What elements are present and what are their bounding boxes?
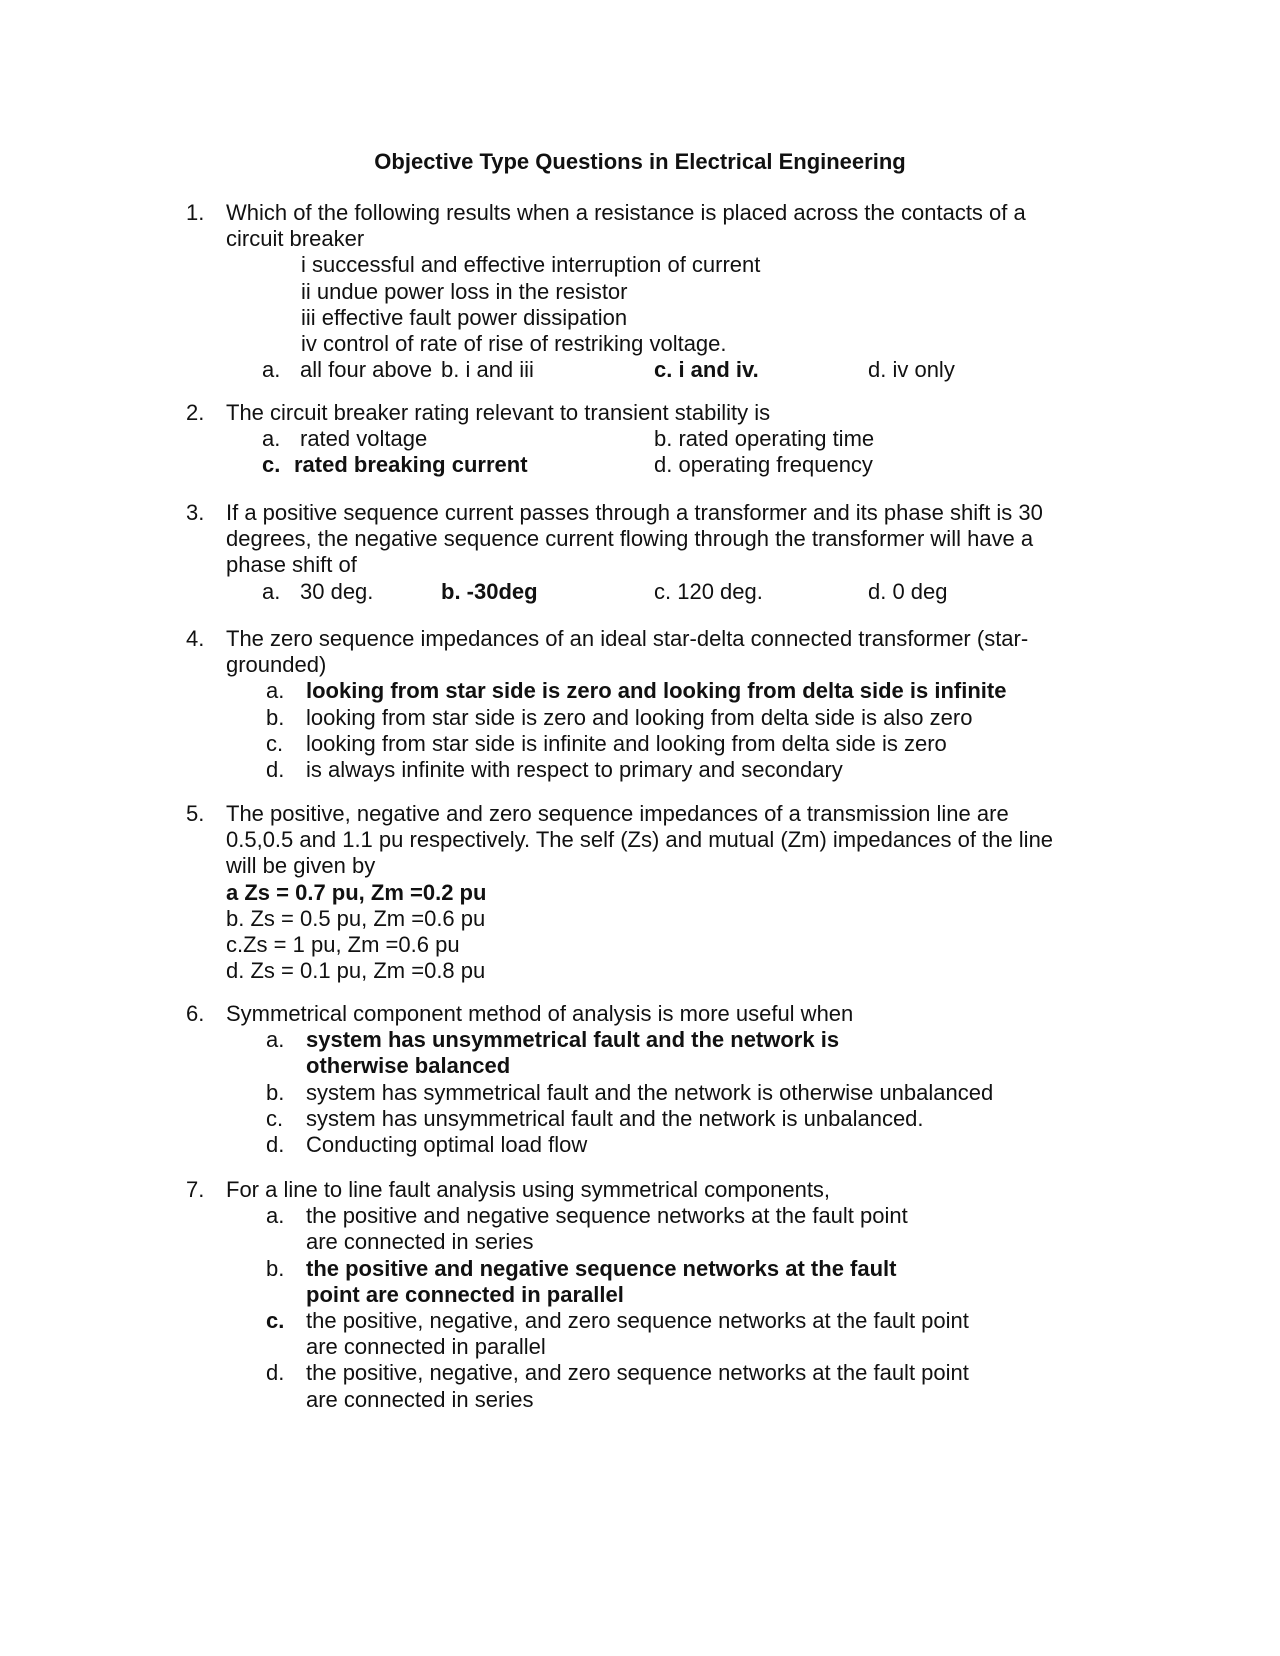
- option-d: d. 0 deg: [868, 578, 948, 604]
- option-letter: b.: [266, 1255, 285, 1281]
- option-text: the positive and negative sequence networks at the fault point are connected in series: [306, 1203, 908, 1255]
- option-b-answer: b. -30deg: [441, 578, 538, 604]
- option-a: [266, 1203, 1066, 1255]
- statement-item: i successful and effective interruption of current: [301, 252, 761, 278]
- option-b: b. Zs = 0.5 pu, Zm =0.6 pu: [226, 905, 486, 931]
- option-b: [266, 705, 1066, 731]
- question-5: [186, 801, 1066, 984]
- option-a: rated voltage: [300, 426, 428, 452]
- option-text: system has symmetrical fault and the network is otherwise unbalanced: [306, 1079, 994, 1105]
- question-number: 6.: [186, 1001, 205, 1026]
- option-d: [266, 1360, 1066, 1412]
- option-letter: d.: [266, 1132, 285, 1158]
- option-text: looking from star side is zero and looking from delta side is also zero: [306, 704, 973, 730]
- option-text-answer: system has unsymmetrical fault and the network is otherwise balanced: [306, 1027, 840, 1079]
- option-text: Conducting optimal load flow: [306, 1132, 588, 1158]
- question-4: [186, 626, 1066, 783]
- statement-item: ii undue power loss in the resistor: [301, 278, 628, 304]
- statement-item: iv control of rate of rise of restriking voltage.: [301, 331, 727, 357]
- option-a: 30 deg.: [300, 578, 374, 604]
- question-number: 2.: [186, 400, 205, 425]
- options-row: [186, 452, 1066, 478]
- question-number: 4.: [186, 626, 205, 651]
- option-letter: c.: [266, 1308, 285, 1334]
- option-text: looking from star side is infinite and looking from delta side is zero: [306, 730, 947, 756]
- question-number: 3.: [186, 500, 205, 525]
- option-letter: d.: [266, 757, 285, 783]
- option-text: the positive, negative, and zero sequence networks at the fault point are connected in parallel: [306, 1308, 969, 1360]
- options-row: [186, 426, 1066, 452]
- option-d: d. operating frequency: [654, 452, 873, 478]
- question-text: If a positive sequence current passes through a transformer and its phase shift is 30 degrees, the negative sequence current flowing through the transformer will have a phase shift of: [226, 500, 1043, 578]
- option-text: the positive, negative, and zero sequence networks at the fault point are connected in series: [306, 1360, 969, 1412]
- question-6: [186, 1001, 1066, 1158]
- option-a-letter: a.: [262, 578, 281, 604]
- question-number: 1.: [186, 200, 205, 225]
- options-row: [186, 579, 1066, 605]
- option-b: b. i and iii: [441, 357, 534, 383]
- option-d: d. Zs = 0.1 pu, Zm =0.8 pu: [226, 958, 486, 984]
- option-c: c.Zs = 1 pu, Zm =0.6 pu: [226, 932, 460, 958]
- option-letter: b.: [266, 1079, 285, 1105]
- option-letter: a.: [266, 1203, 285, 1229]
- option-text: is always infinite with respect to primary and secondary: [306, 757, 843, 783]
- option-c: c. 120 deg.: [654, 578, 763, 604]
- option-c-answer: rated breaking current: [294, 452, 528, 478]
- option-text: system has unsymmetrical fault and the network is unbalanced.: [306, 1105, 924, 1131]
- question-3: [186, 500, 1066, 605]
- option-text-answer: looking from star side is zero and looking from delta side is infinite: [306, 678, 1007, 704]
- option-a-letter: a.: [262, 357, 281, 383]
- option-a: [266, 1027, 1066, 1079]
- option-letter: a.: [266, 1027, 285, 1053]
- option-text-answer: the positive and negative sequence networks at the fault point are connected in parallel: [306, 1255, 897, 1307]
- option-letter: c.: [266, 1105, 284, 1131]
- option-d: [266, 757, 1066, 783]
- option-c: [266, 1308, 1066, 1360]
- option-c-letter: c.: [262, 452, 281, 478]
- option-letter: b.: [266, 704, 285, 730]
- option-c: [266, 1106, 1066, 1132]
- question-1: [186, 200, 1066, 383]
- question-text: The positive, negative and zero sequence impedances of a transmission line are 0.5,0.5 and 1.1 pu respectively. The self (Zs) and mutual (Zm) impedances of the line will be given by: [226, 801, 1054, 879]
- option-b: [266, 1080, 1066, 1106]
- question-7: [186, 1177, 1066, 1413]
- options-row: [186, 357, 1066, 383]
- option-letter: a.: [266, 678, 285, 704]
- option-d: [266, 1132, 1066, 1158]
- option-a-answer: a Zs = 0.7 pu, Zm =0.2 pu: [226, 879, 487, 905]
- option-c: [266, 731, 1066, 757]
- option-b: [266, 1256, 1066, 1308]
- option-d: d. iv only: [868, 357, 955, 383]
- option-a: all four above: [300, 357, 433, 383]
- question-text: Which of the following results when a resistance is placed across the contacts of a circuit breaker: [226, 200, 1026, 252]
- question-number: 7.: [186, 1177, 205, 1202]
- question-text: The zero sequence impedances of an ideal star-delta connected transformer (star-grounded): [226, 626, 1029, 678]
- question-2: [186, 400, 1066, 479]
- statement-item: iii effective fault power dissipation: [301, 304, 628, 330]
- option-a-letter: a.: [262, 426, 281, 452]
- question-text: For a line to line fault analysis using symmetrical components,: [226, 1177, 831, 1202]
- option-c-answer: c. i and iv.: [654, 357, 759, 383]
- option-letter: d.: [266, 1360, 285, 1386]
- question-number: 5.: [186, 801, 205, 826]
- question-text: Symmetrical component method of analysis is more useful when: [226, 1001, 854, 1026]
- option-a: [266, 678, 1066, 704]
- question-text: The circuit breaker rating relevant to transient stability is: [226, 400, 771, 425]
- option-b: b. rated operating time: [654, 426, 875, 452]
- page-title: Objective Type Questions in Electrical Engineering: [374, 149, 906, 174]
- option-letter: c.: [266, 730, 284, 756]
